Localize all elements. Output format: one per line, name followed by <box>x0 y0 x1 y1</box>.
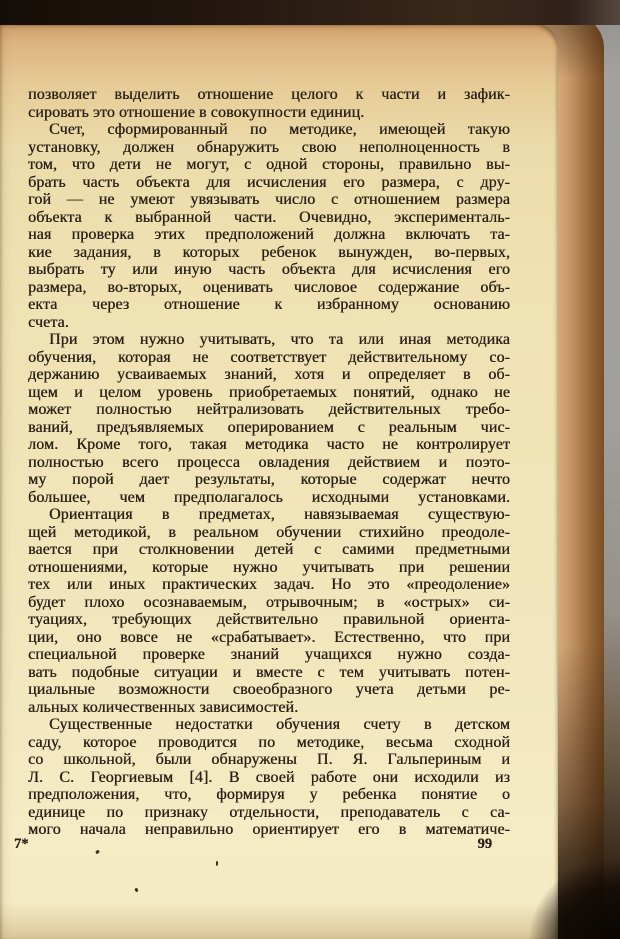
text-line: может полностью нейтрализовать действительных требо- <box>28 401 510 418</box>
text-line: Л. С. Георгиевым [4]. В своей работе они исходили из <box>28 768 510 786</box>
bottom-right-shadow <box>530 859 620 939</box>
text-line: обучения, которая не соответствует действительному со- <box>28 348 510 366</box>
page-number: 99 <box>477 836 492 852</box>
text-line: том, что дети не могут, с одной стороны, правильно вы- <box>28 156 510 173</box>
text-line: мого начала неправильно ориентирует его в математиче- <box>28 821 510 838</box>
text-line: гой — не умеют увязывать число с отношением размера <box>28 191 510 208</box>
text-line: позволяет выделить отношение целого к части и зафик- <box>28 86 510 103</box>
text-line: лом. Кроме того, такая методика часто не контролирует <box>28 436 510 453</box>
text-line: кие задания, в которых ребенок вынужден, во-первых, <box>28 243 510 261</box>
paragraph <box>28 716 510 839</box>
text-line: отношениями, которые нужно учитывать при решении <box>28 558 510 576</box>
text-line: вается при столкновении детей с самими предметными <box>28 541 510 558</box>
ink-speck <box>216 861 218 866</box>
text-line: выбрать ту или иную часть объекта для исчисления его <box>28 261 510 278</box>
text-line: ная проверка этих предположений должна включать та- <box>28 226 510 243</box>
ink-speck <box>95 850 100 855</box>
text-line: объекта к выбранной части. Очевидно, эксперименталь- <box>28 208 510 226</box>
ink-speck <box>134 888 139 893</box>
text-line: вать подобные ситуации и вместе с тем учитывать потен- <box>28 663 510 681</box>
text-line: размера, во-вторых, оценивать числовое содержание объ- <box>28 278 510 296</box>
scan-top-shadow <box>0 0 620 25</box>
text-line: саду, которое проводится по методике, весьма сходной <box>28 733 510 751</box>
paragraph <box>28 331 510 506</box>
paragraph <box>28 121 510 331</box>
text-line: Ориентация в предметах, навязываемая существую- <box>49 506 510 523</box>
text-line: тех или иных практических задач. Но это «преодоление» <box>28 576 510 593</box>
text-line: большее, чем предполагалось исходными установками. <box>28 488 510 506</box>
text-line: предположения, что, формируя у ребенка понятие о <box>28 786 510 803</box>
text-line: единице по признаку отдельности, преподаватель с са- <box>28 803 510 821</box>
text-line: держанию усваиваемых знаний, хотя и определяет в об- <box>28 366 510 383</box>
text-line: будет плохо осознаваемым, отрывочным; в «острых» си- <box>28 593 510 611</box>
text-line: екта через отношение к избранному основанию <box>28 296 510 313</box>
text-line: туациях, требующих действительно правильной ориента- <box>28 611 510 628</box>
text-line: ваний, предъявляемых оперированием с реальным чис- <box>28 418 510 436</box>
text-line: со школьной, были обнаружены П. Я. Гальпериным и <box>28 751 510 768</box>
text-line: Счет, сформированный по методике, имеющей такую <box>49 121 510 138</box>
book-page <box>0 22 558 939</box>
text-line: Существенные недостатки обучения счету в детском <box>49 716 510 733</box>
text-line: полностью всего процесса овладения действием и поэто- <box>28 453 510 471</box>
text-line: циальные возможности своеобразного учета детьми ре- <box>28 681 510 698</box>
text-line: ции, оно вовсе не «срабатывает». Естественно, что при <box>28 628 510 646</box>
text-line: При этом нужно учитывать, что та или иная методика <box>49 331 510 348</box>
page-footer <box>14 836 492 853</box>
text-line: специальной проверке знаний учащихся нужно созда- <box>28 646 510 663</box>
paragraph <box>28 86 510 121</box>
page-text-block <box>28 86 510 839</box>
text-line: сировать это отношение в совокупности единиц. <box>28 103 365 121</box>
text-line: счета. <box>28 313 69 331</box>
text-line: щем и целом уровень приобретаемых понятий, однако не <box>28 383 510 401</box>
paragraph <box>28 506 510 716</box>
text-line: брать часть объекта для исчисления его размера, с дру- <box>28 173 510 191</box>
text-line: установку, должен обнаружить свою неполноценность в <box>28 138 510 156</box>
text-line: му порой дает результаты, которые содержат нечто <box>28 471 510 488</box>
text-line: щей методикой, в реальном обучении стихийно преодоле- <box>28 523 510 541</box>
text-line: альных количественных зависимостей. <box>28 698 299 716</box>
signature-mark: 7* <box>14 836 29 852</box>
